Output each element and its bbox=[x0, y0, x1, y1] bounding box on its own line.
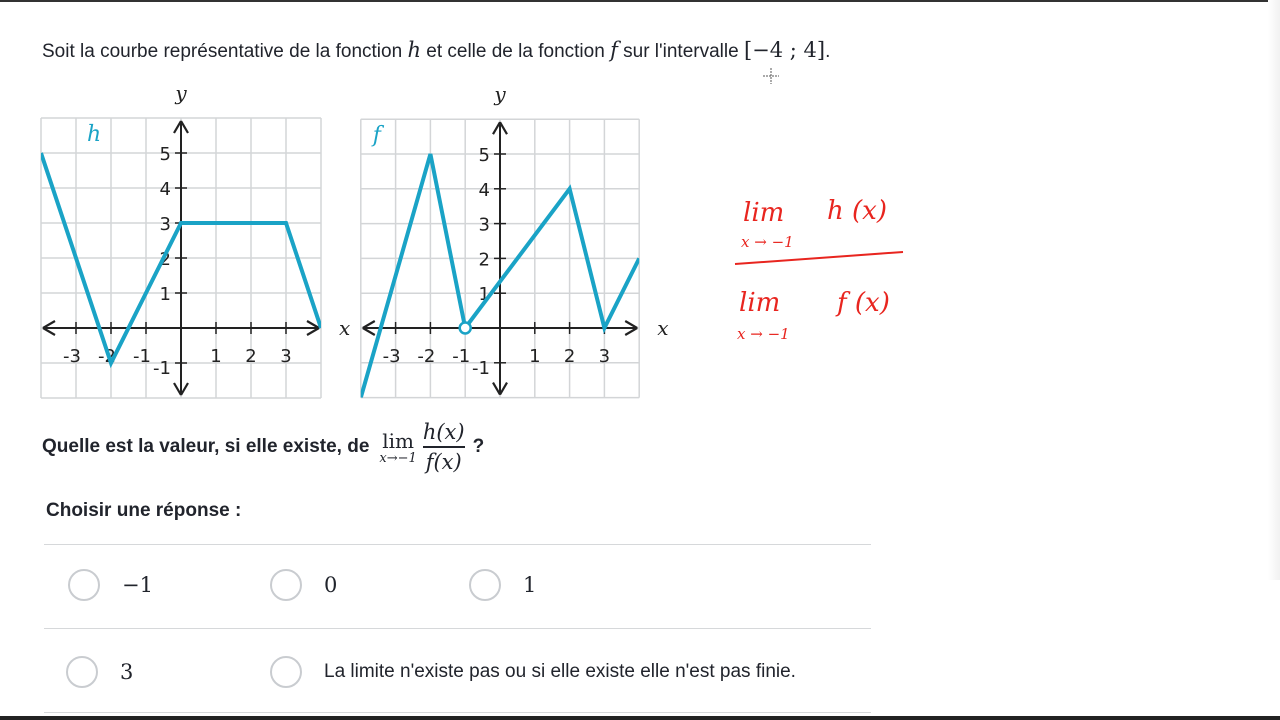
h-symbol: h bbox=[407, 38, 421, 62]
option-minus-one[interactable] bbox=[68, 569, 153, 601]
annotation-top-lim: lim bbox=[743, 198, 785, 228]
intro-period: . bbox=[825, 41, 831, 62]
y-tick-label: 3 bbox=[478, 214, 490, 236]
x-tick-label: 2 bbox=[563, 346, 576, 367]
y-tick-label: 2 bbox=[478, 249, 490, 271]
question-text: Quelle est la valeur, si elle existe, de bbox=[42, 436, 370, 457]
x-tick-label: -2 bbox=[417, 346, 436, 367]
annotation-bottom-func: f (x) bbox=[837, 288, 890, 318]
y-tick-label: 4 bbox=[159, 179, 171, 200]
graph-h bbox=[41, 81, 350, 398]
y-tick-label: -1 bbox=[472, 357, 490, 379]
y-tick-label: 5 bbox=[159, 144, 171, 165]
intro-text-1: Soit la courbe représentative de la fonction bbox=[42, 41, 408, 62]
x-tick-label: -3 bbox=[382, 346, 401, 367]
fraction-bar bbox=[423, 446, 465, 448]
y-tick-label: 1 bbox=[478, 284, 490, 306]
lim-subscript: x→−1 bbox=[379, 450, 417, 466]
x-tick-label: 2 bbox=[245, 346, 257, 367]
x-tick-label: -3 bbox=[63, 346, 81, 367]
lim-word: lim bbox=[382, 428, 414, 453]
intro-text-2: et celle de la fonction bbox=[420, 41, 611, 62]
graphs-area bbox=[0, 0, 700, 410]
interval: [−4 ; 4] bbox=[743, 38, 826, 62]
x-tick-label: 1 bbox=[210, 346, 222, 367]
scrollbar-shadow bbox=[1268, 0, 1280, 580]
graph-f bbox=[361, 82, 669, 397]
option-label: La limite n'existe pas ou si elle existe elle n'est pas finie. bbox=[324, 661, 796, 682]
divider-bottom bbox=[44, 712, 871, 713]
option-label: 0 bbox=[324, 573, 338, 597]
annotation-bottom-lim: lim bbox=[739, 288, 781, 318]
question bbox=[42, 412, 484, 482]
radio-button[interactable] bbox=[270, 656, 302, 688]
curve-label-h: h bbox=[87, 122, 102, 147]
option-one[interactable] bbox=[469, 569, 536, 601]
open-point bbox=[460, 323, 471, 334]
y-tick-label: -1 bbox=[153, 358, 171, 379]
radio-button[interactable] bbox=[66, 656, 98, 688]
option-zero[interactable] bbox=[270, 569, 337, 601]
x-tick-label: -2 bbox=[98, 346, 116, 367]
annotation-group bbox=[735, 196, 903, 343]
annotation-top-func: h (x) bbox=[827, 196, 887, 226]
option-three[interactable] bbox=[66, 656, 133, 688]
annotation-top-sub: x → −1 bbox=[741, 233, 794, 251]
f-symbol: f bbox=[610, 38, 618, 62]
y-axis-label: y bbox=[494, 82, 506, 107]
radio-button[interactable] bbox=[270, 569, 302, 601]
curve-label-f: f bbox=[372, 123, 381, 148]
limit-operator bbox=[379, 429, 416, 466]
denominator: f(x) bbox=[425, 449, 462, 474]
option-label: 3 bbox=[120, 660, 134, 684]
crosshair-cursor-icon bbox=[760, 68, 782, 84]
handwritten-annotation bbox=[725, 185, 925, 355]
option-label: −1 bbox=[122, 573, 153, 597]
y-tick-label: 5 bbox=[478, 145, 490, 166]
y-tick-label: 3 bbox=[159, 214, 171, 235]
x-axis-label: x bbox=[657, 316, 669, 340]
option-no-limit[interactable] bbox=[270, 656, 796, 688]
y-tick-label: 2 bbox=[159, 249, 171, 270]
divider-middle bbox=[44, 628, 871, 629]
y-axis-label: y bbox=[175, 81, 187, 105]
x-axis-label: x bbox=[339, 316, 351, 340]
y-tick-label: 1 bbox=[159, 284, 171, 305]
annotation-fraction-line bbox=[735, 252, 903, 264]
radio-button[interactable] bbox=[469, 569, 501, 601]
annotation-bottom-sub: x → −1 bbox=[737, 325, 790, 343]
y-tick-label: 4 bbox=[478, 179, 490, 201]
x-tick-label: 1 bbox=[529, 346, 541, 367]
divider-top bbox=[44, 544, 871, 545]
x-tick-label: 3 bbox=[280, 346, 292, 367]
fraction bbox=[423, 420, 465, 474]
x-tick-label: -1 bbox=[133, 346, 151, 367]
intro-text-3: sur l'intervalle bbox=[617, 41, 744, 62]
numerator: h(x) bbox=[422, 420, 465, 445]
x-tick-label: 3 bbox=[598, 346, 611, 367]
bottom-border bbox=[0, 716, 1280, 720]
question-mark: ? bbox=[472, 436, 485, 457]
x-tick-label: -1 bbox=[452, 346, 471, 367]
choose-label: Choisir une réponse : bbox=[46, 500, 242, 521]
option-label: 1 bbox=[523, 573, 537, 597]
radio-button[interactable] bbox=[68, 569, 100, 601]
